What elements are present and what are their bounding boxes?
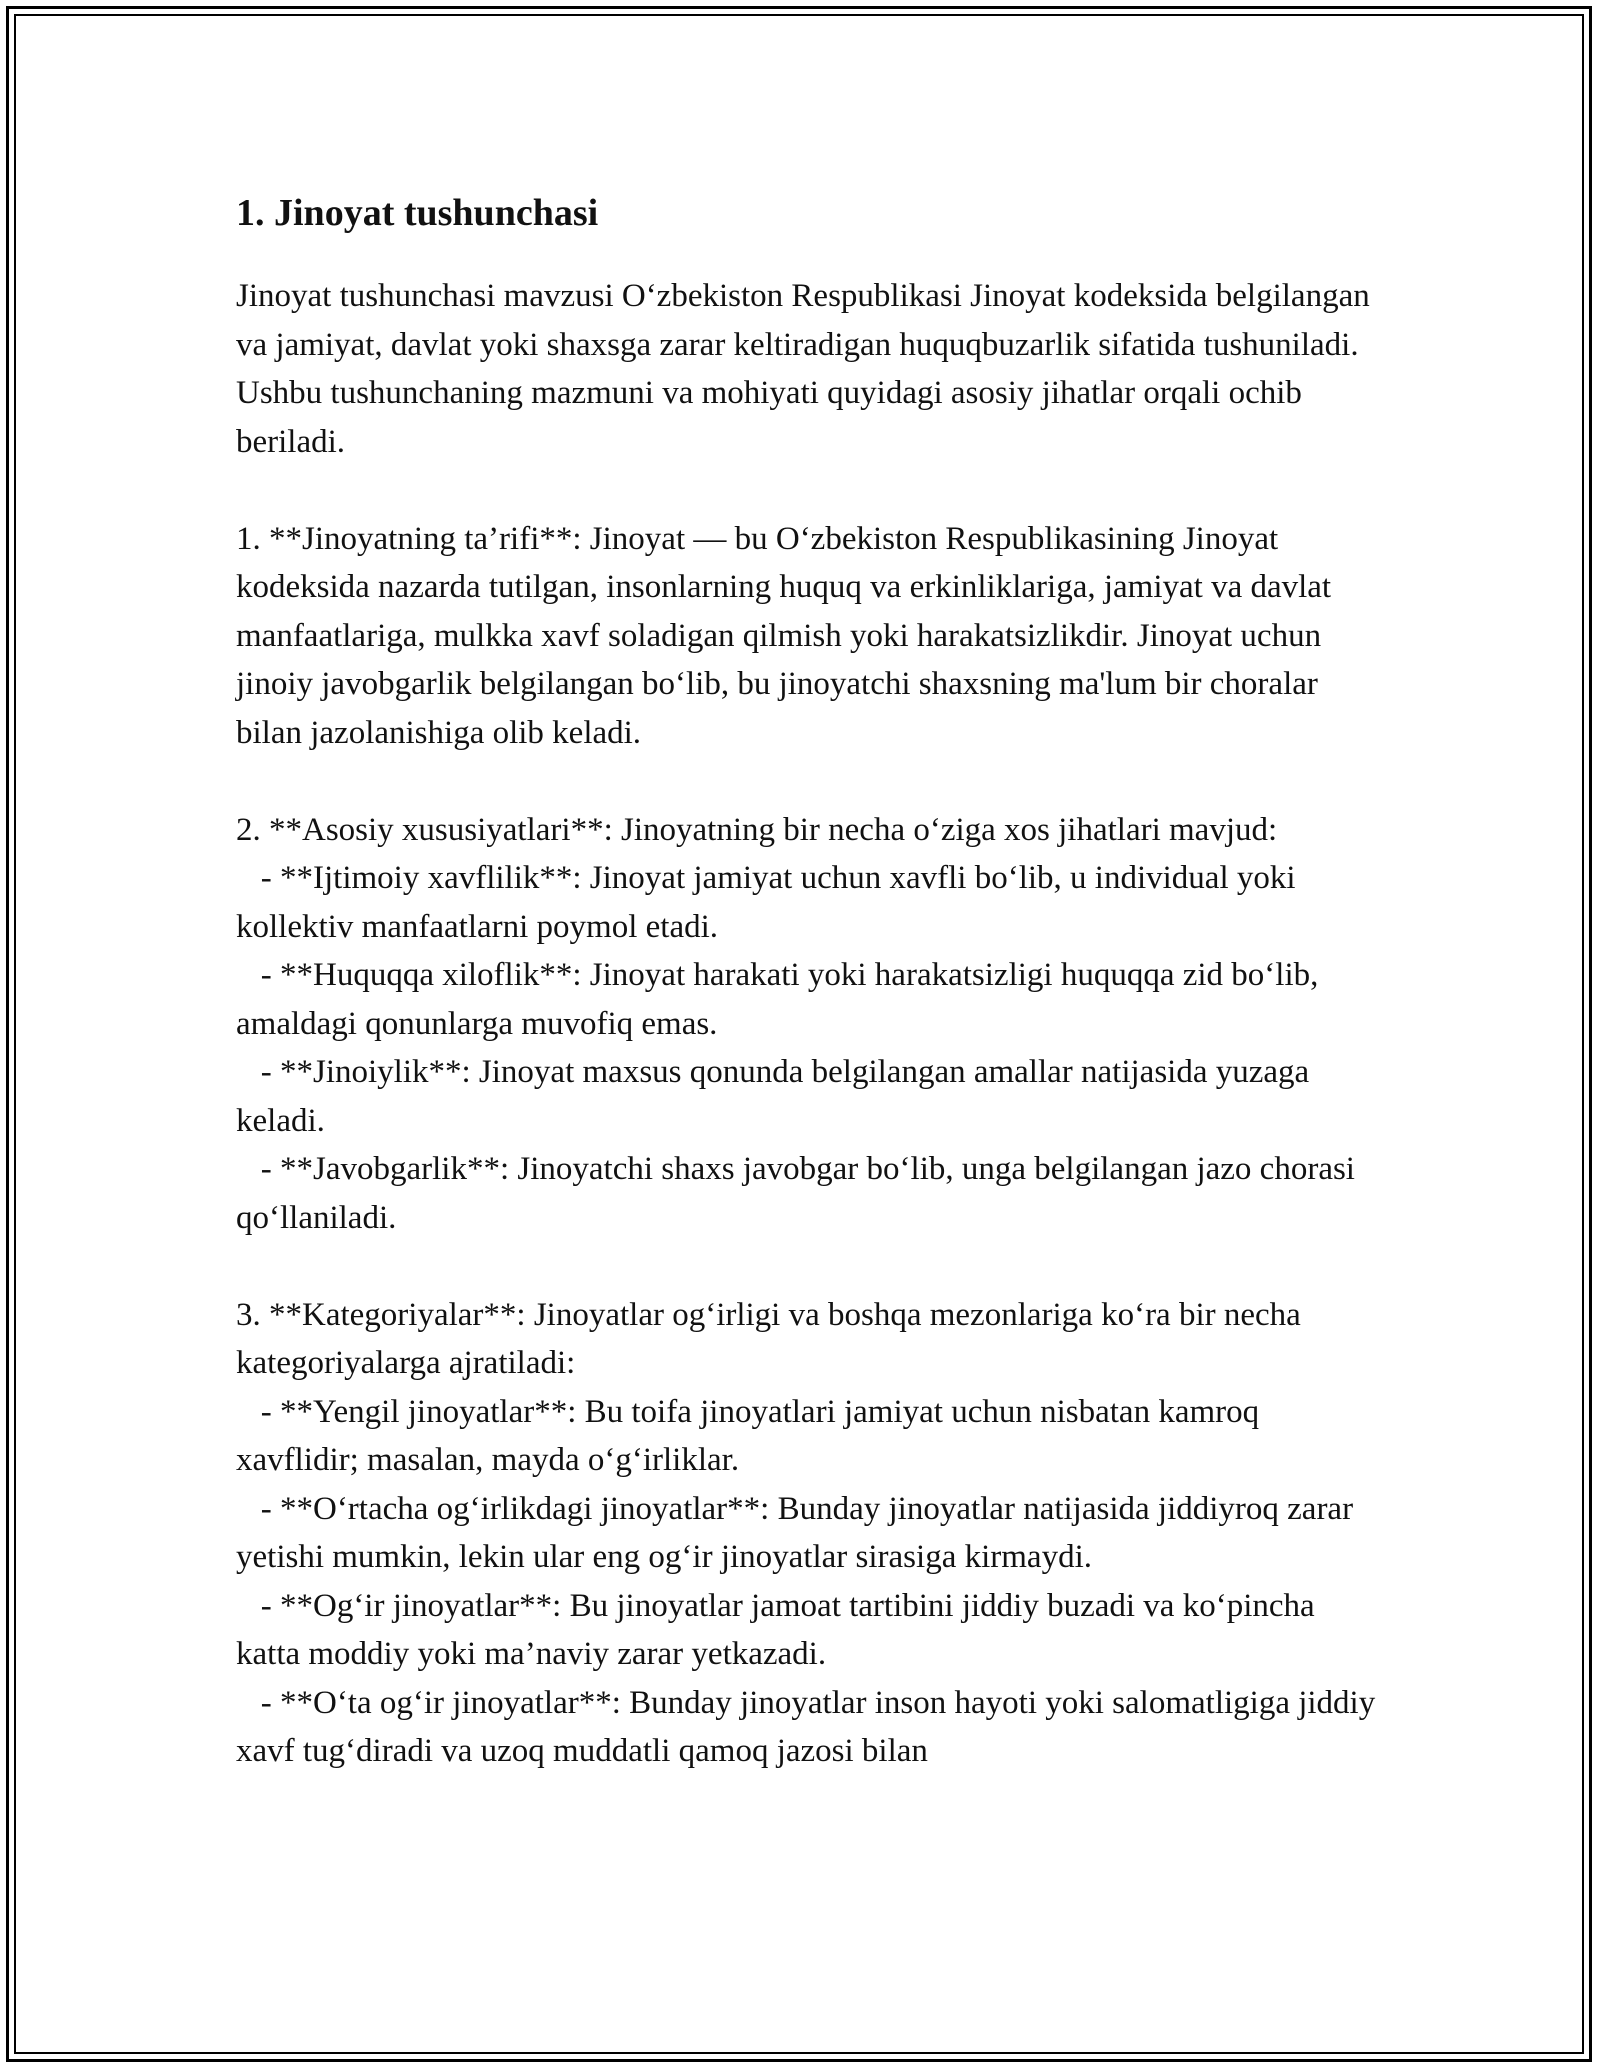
feature-item-social-danger: - **Ijtimoiy xavflilik**: Jinoyat jamiyat uchun xavfli bo‘lib, u individual yoki kollektiv manfaatlarni poymol etadi. [236, 860, 1304, 945]
feature-item-liability: - **Javobgarlik**: Jinoyatchi shaxs javobgar bo‘lib, unga belgilangan jazo chorasi qo‘llaniladi. [236, 1151, 1364, 1236]
paragraph-gap [236, 757, 1376, 806]
section-features-heading: 2. **Asosiy xususiyatlari**: Jinoyatning bir necha o‘ziga xos jihatlari mavjud: [236, 811, 1278, 848]
paragraph-gap [236, 466, 1376, 515]
category-item-very-serious: - **O‘ta og‘ir jinoyatlar**: Bunday jinoyatlar inson hayoti yoki salomatligiga jiddiy xavf tug‘diradi va uzoq muddatli qamoq jazosi bilan [236, 1684, 1384, 1769]
feature-item-unlawfulness: - **Huquqqa xiloflik**: Jinoyat harakati yoki harakatsizligi huquqqa zid bo‘lib, amaldagi qonunlarga muvofiq emas. [236, 957, 1327, 1042]
category-item-minor: - **Yengil jinoyatlar**: Bu toifa jinoyatlari jamiyat uchun nisbatan kamroq xavflidir; masalan, mayda o‘g‘irliklar. [236, 1393, 1268, 1478]
section-categories-heading: 3. **Kategoriyalar**: Jinoyatlar og‘irligi va boshqa mezonlariga ko‘ra bir necha kategoriyalarga ajratiladi: [236, 1296, 1310, 1381]
section-definition: 1. **Jinoyatning ta’rifi**: Jinoyat — bu O‘zbekiston Respublikasining Jinoyat kodeksida nazarda tutilgan, insonlarning huquq va erkinliklariga, jamiyat va davlat manfaatlariga, mulkka xavf soladigan qilmish yoki harakatsizlikdir. Jinoyat uchun jinoiy javobgarlik belgilangan bo‘lib, bu jinoyatchi shaxsning ma'lum bir choralar bilan jazolanishiga olib keladi. [236, 520, 1340, 751]
intro-paragraph: Jinoyat tushunchasi mavzusi O‘zbekiston Respublikasi Jinoyat kodeksida belgilangan va jamiyat, davlat yoki shaxsga zarar keltiradigan huquqbuzarlik sifatida tushuniladi. Ushbu tushunchaning mazmuni va mohiyati quyidagi asosiy jihatlar orqali ochib beriladi. [236, 278, 1378, 460]
document-page [236, 186, 1384, 1776]
document-title: 1. Jinoyat tushunchasi [236, 192, 599, 234]
category-item-serious: - **Og‘ir jinoyatlar**: Bu jinoyatlar jamoat tartibini jiddiy buzadi va ko‘pincha katta moddiy yoki ma’naviy zarar yetkazadi. [236, 1587, 1323, 1672]
category-item-medium: - **O‘rtacha og‘irlikdagi jinoyatlar**: Bunday jinoyatlar natijasida jiddiyroq zarar yetishi mumkin, lekin ular eng og‘ir jinoyatlar sirasiga kirmaydi. [236, 1490, 1362, 1575]
paragraph-gap [236, 1242, 1376, 1291]
feature-item-criminality: - **Jinoiylik**: Jinoyat maxsus qonunda belgilangan amallar natijasida yuzaga keladi. [236, 1054, 1318, 1139]
